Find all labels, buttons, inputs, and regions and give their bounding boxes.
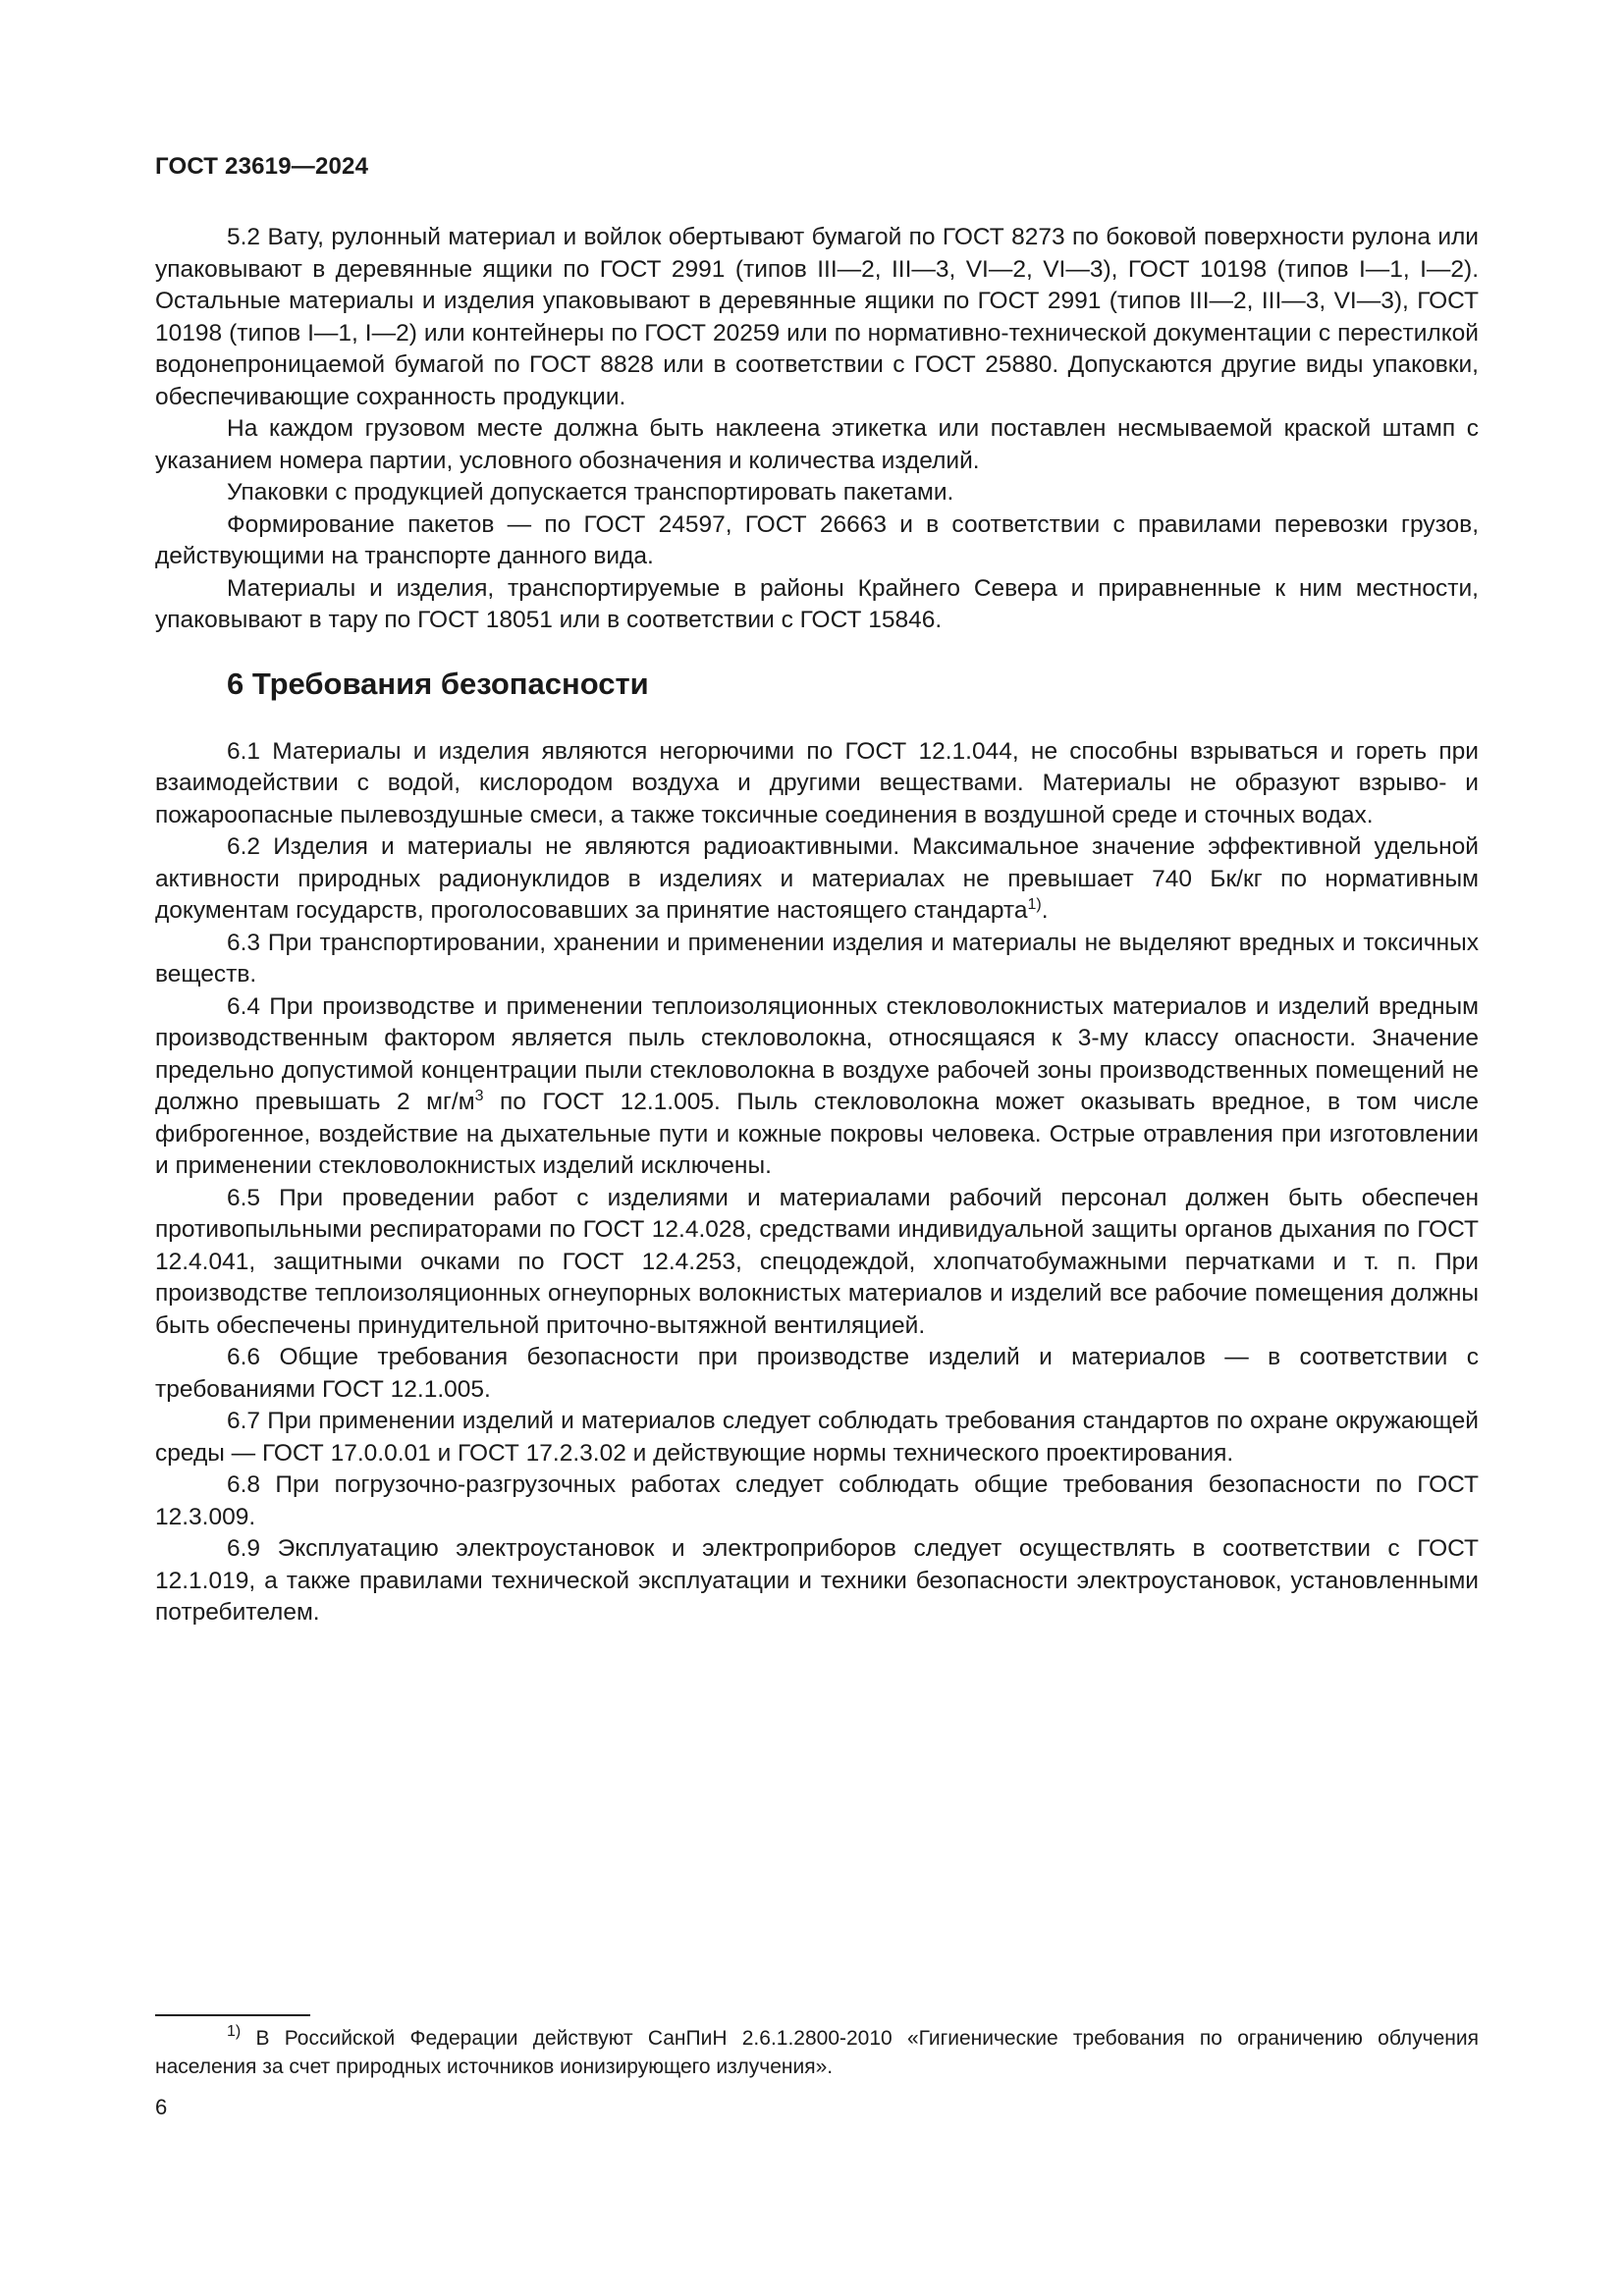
paragraph-6-6: 6.6 Общие требования безопасности при производстве изделий и материалов — в соответствии с требованиями ГОСТ 12.1.005. bbox=[155, 1344, 1479, 1403]
paragraph-6-4 bbox=[155, 991, 1479, 1183]
document-header: ГОСТ 23619—2024 bbox=[155, 153, 369, 180]
footnote-marker: 1) bbox=[227, 2023, 242, 2040]
paragraph-packet-forming: Формирование пакетов — по ГОСТ 24597, ГОСТ 26663 и в соответствии с правилами перевозки грузов, действующими на транспорте данного вида. bbox=[155, 510, 1479, 569]
document-body bbox=[155, 222, 1479, 1629]
page-number: 6 bbox=[155, 2095, 168, 2119]
paragraph-6-7: 6.7 При применении изделий и материалов следует соблюдать требования стандартов по охране окружающей среды — ГОСТ 17.0.0.01 и ГОСТ 17.2.3.02 и действующие нормы технического проектирования. bbox=[155, 1408, 1479, 1467]
superscript-exponent: 3 bbox=[474, 1088, 484, 1104]
paragraph-6-2-text: 6.2 Изделия и материалы не являются радиоактивными. Максимальное значение эффективной удельной активности природных радионуклидов в изделиях и материалах не превышает 740 Бк/кг по нормативным документам государств, проголосовавших за принятие настоящего стандарта bbox=[155, 833, 1479, 924]
paragraph-6-2 bbox=[155, 831, 1479, 928]
paragraph-6-5: 6.5 При проведении работ с изделиями и материалами рабочий персонал должен быть обеспечен противопыльными респираторами по ГОСТ 12.4.028, средствами индивидуальной защиты органов дыхания по ГОСТ 12.4.041, защитными очками по ГОСТ 12.4.253, спецодеждой, хлопчатобумажными перчатками и т. п. При производстве теплоизоляционных огнеупорных волокнистых материалов и изделий все рабочие помещения должны быть обеспечены принудительной приточно-вытяжной вентиляцией. bbox=[155, 1184, 1479, 1339]
footnote-reference[interactable]: 1) bbox=[1027, 896, 1042, 913]
section-heading: 6 Требования безопасности bbox=[227, 666, 649, 701]
paragraph-5-2: 5.2 Вату, рулонный материал и войлок обертывают бумагой по ГОСТ 8273 по боковой поверхности рулона или упаковывают в деревянные ящики по ГОСТ 2991 (типов III—2, III—3, VI—2, VI—3), ГОСТ 10198 (типов I—1, I—2). Остальные материалы и изделия упаковывают в деревянные ящики по ГОСТ 2991 (типов III—2, III—3, VI—3), ГОСТ 10198 (типов I—1, I—2) или контейнеры по ГОСТ 20259 или по нормативно-технической документации с перестилкой водонепроницаемой бумагой по ГОСТ 8828 или в соответствии с ГОСТ 25880. Допускаются другие виды упаковки, обеспечивающие сохранность продукции. bbox=[155, 224, 1479, 410]
footnote-divider bbox=[155, 2014, 310, 2016]
footnote-text: В Российской Федерации действуют СанПиН 2.6.1.2800-2010 «Гигиенические требования по ограничению облучения населения за счет природных источников ионизирующего излучения». bbox=[155, 2027, 1479, 2078]
paragraph-6-1: 6.1 Материалы и изделия являются негорючими по ГОСТ 12.1.044, не способны взрываться и гореть при взаимодействии с водой, кислородом воздуха и другими веществами. Материалы не образуют взрыво- и пожароопасные пылевоздушные смеси, а также токсичные соединения в воздушной среде и сточных водах. bbox=[155, 737, 1479, 828]
paragraph-6-4-after: по ГОСТ 12.1.005. Пыль стекловолокна может оказывать вредное, в том числе фиброгенное, воздействие на дыхательные пути и кожные покровы человека. Острые отравления при изготовлении и применении стекловолокнистых изделий исключены. bbox=[155, 1089, 1479, 1179]
paragraph-labeling: На каждом грузовом месте должна быть наклеена этикетка или поставлен несмываемой краской штамп с указанием номера партии, условного обозначения и количества изделий. bbox=[155, 415, 1479, 474]
footnote-paragraph bbox=[155, 2024, 1479, 2081]
paragraph-far-north: Материалы и изделия, транспортируемые в районы Крайнего Севера и приравненные к ним местности, упаковывают в тару по ГОСТ 18051 или в соответствии с ГОСТ 15846. bbox=[155, 574, 1479, 633]
footnote bbox=[155, 2024, 1479, 2081]
paragraph-6-3: 6.3 При транспортировании, хранении и применении изделия и материалы не выделяют вредных и токсичных веществ. bbox=[155, 929, 1479, 988]
paragraph-6-4-before: 6.4 При производстве и применении теплоизоляционных стекловолокнистых материалов и изделий вредным производственным фактором является пыль стекловолокна, относящаяся к 3-му классу опасности. Значение предельно допустимой концентрации пыли стекловолокна в воздухе рабочей зоны производственных помещений не должно превышать 2 мг/м bbox=[155, 992, 1479, 1115]
paragraph-6-9: 6.9 Эксплуатацию электроустановок и электроприборов следует осуществлять в соответствии с ГОСТ 12.1.019, а также правилами технической эксплуатации и техники безопасности электроустановок, установленными потребителем. bbox=[155, 1535, 1479, 1626]
paragraph-6-8: 6.8 При погрузочно-разгрузочных работах следует соблюдать общие требования безопасности по ГОСТ 12.3.009. bbox=[155, 1471, 1479, 1530]
paragraph-6-2-end: . bbox=[1041, 897, 1049, 924]
paragraph-packets: Упаковки с продукцией допускается транспортировать пакетами. bbox=[227, 479, 954, 506]
